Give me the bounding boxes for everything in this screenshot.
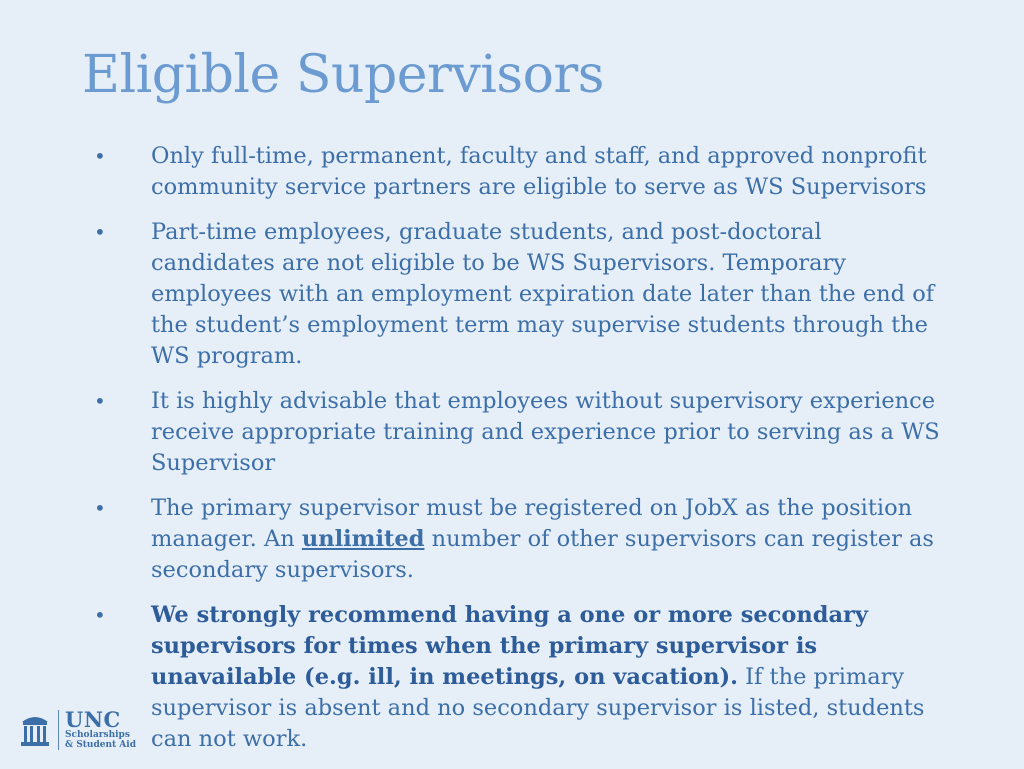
unc-logo xyxy=(20,707,137,750)
logo-text xyxy=(65,707,137,750)
bullet-list xyxy=(0,141,1024,769)
bullet-marker: • xyxy=(94,603,106,627)
bullet-text: Part-time employees, graduate students, and post-doctoral candidates are not eligible to be WS Supervisors. Temporary employees with an employment expiration date later than the end of the student’s employment term may supervise students through the WS program. xyxy=(151,219,935,369)
bullet-text: It is highly advisable that employees without supervisory experience receive appropriate training and experience prior to serving as a WS Supervisor xyxy=(151,388,940,476)
logo-divider xyxy=(58,710,59,750)
bullet-item-4 xyxy=(0,493,1024,586)
logo-unc: UNC xyxy=(65,707,121,732)
old-well-icon xyxy=(20,712,50,748)
bullet-text-before: The primary supervisor must be registered on JobX as the position manager. An xyxy=(151,495,913,552)
bullet-item-3 xyxy=(0,386,1024,479)
bullet-marker: • xyxy=(94,144,106,168)
bullet-marker: • xyxy=(94,220,106,244)
logo-line-2: & Student Aid xyxy=(65,740,137,750)
bullet-text-after: If the primary supervisor is absent and no secondary supervisor is listed, students can not work. xyxy=(151,664,925,752)
slide-title: Eligible Supervisors xyxy=(82,45,604,105)
bullet-text-after: number of other supervisors can register as secondary supervisors. xyxy=(151,526,934,583)
bullet-marker: • xyxy=(94,389,106,413)
bullet-marker: • xyxy=(94,496,106,520)
logo-line-1: Scholarships xyxy=(65,730,130,740)
bullet-item-2 xyxy=(0,217,1024,372)
bullet-bold-text: We strongly recommend having a one or more secondary supervisors for times when the primary supervisor is unavailable (e.g. ill, in meetings, on vacation). xyxy=(151,602,868,690)
emphasis-unlimited: unlimited xyxy=(301,526,425,552)
bullet-item-1 xyxy=(0,141,1024,203)
bullet-item-5 xyxy=(0,600,1024,755)
bullet-text: Only full-time, permanent, faculty and staff, and approved nonprofit community service partners are eligible to serve as WS Supervisors xyxy=(151,143,927,200)
